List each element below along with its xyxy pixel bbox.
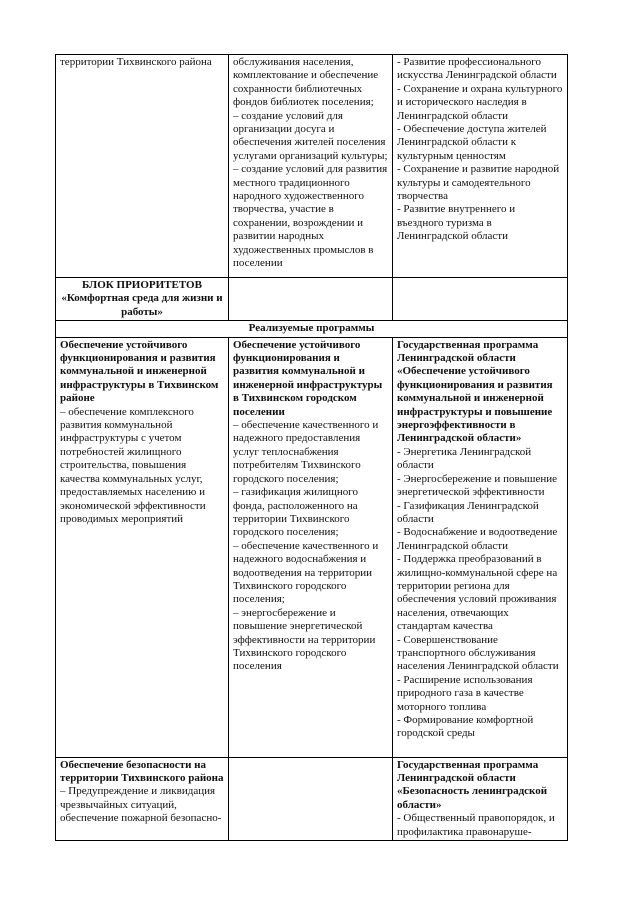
empty-cell: [229, 278, 393, 321]
row1-col3: [393, 55, 568, 278]
cell-text: - Общественный правопорядок, и профилактика правонаруше-: [397, 812, 555, 838]
safety-col1: [56, 757, 229, 840]
cell-text: территории Тихвинского района: [60, 56, 212, 68]
cell-text: - Формирование комфортной городской среды: [397, 714, 534, 740]
cell-title: Обеспечение устойчивого функционирования и развития коммунальной и инженерной инфраструктуры в Тихвинском городском поселении: [233, 338, 383, 418]
cell-text: - Энергетика Ленинградской области: [397, 445, 532, 472]
housing-col3: [393, 337, 568, 757]
document-table: [55, 54, 568, 841]
cell-text: - Развитие внутреннего и въездного туризма в Ленинградской области: [397, 203, 516, 243]
empty-cell: [229, 757, 393, 840]
row1-col2: [229, 55, 393, 278]
cell-text: - Обеспечение доступа жителей Ленинградской области к культурным ценностям: [397, 123, 547, 162]
housing-col1: [56, 337, 229, 757]
cell-text: – создание условий для организации досуга и обеспечения жителей поселения услугами организаций культуры;: [233, 109, 388, 162]
cell-text: – обеспечение качественного и надежного предоставления услуг теплоснабжения потребителям Тихвинского городского поселения;: [233, 419, 379, 485]
cell-text: обслуживания населения, комплектование и обеспечение сохранности библиотечных фондов библиотек поселения;: [233, 56, 379, 109]
table-row: [56, 278, 568, 321]
safety-col3: [393, 757, 568, 840]
table-row: [56, 321, 568, 337]
table-row: [56, 757, 568, 840]
cell-text: – энергосбережение и повышение энергетической эффективности на территории Тихвинского городского поселения: [233, 606, 376, 673]
programs-header: Реализуемые программы: [56, 321, 568, 337]
cell-text: – создание условий для развития местного традиционного народного художественного творчества, участие в сохранении, возрождении и развитии народных художественных промыслов в поселении: [233, 163, 388, 270]
cell-title: Обеспечение устойчивого функционирования и развития коммунальной и инженерной инфраструктуры в Тихвинском районе: [60, 338, 219, 405]
cell-text: - Сохранение и развитие народной культуры и самодеятельного творчества: [397, 163, 560, 203]
cell-text: – Предупреждение и ликвидация чрезвычайных ситуаций, обеспечение пожарной безопасно-: [60, 785, 222, 825]
cell-title: Обеспечение безопасности на территории Тихвинского района: [60, 758, 224, 785]
cell-text: - Расширение использования природного газа в качестве моторного топлива: [397, 673, 533, 713]
cell-title: Государственная программа Ленинградской области «Безопасность ленинградской области»: [397, 758, 548, 811]
row1-col1: [56, 55, 229, 278]
cell-text: - Поддержка преобразований в жилищно-коммунальной сфере на территории региона для обеспечения условий проживания населения, отвечающих стандартам качества: [397, 553, 558, 633]
cell-title: Государственная программа Ленинградской области «Обеспечение устойчивого функционирования и развития коммунальной и инженерной инфраструктуры и повышение энергоэффективности в Ленинградской области»: [397, 338, 553, 445]
cell-text: - Энергосбережение и повышение энергетической эффективности: [397, 472, 558, 499]
cell-text: – обеспечение качественного и надежного водоснабжения и водоотведения на территории Тихвинского городского поселения;: [233, 539, 379, 606]
priority-block-subtitle: «Комфортная среда для жизни и работы»: [61, 292, 223, 318]
table-row: [56, 337, 568, 757]
cell-text: - Газификация Ленинградской области: [397, 499, 539, 525]
cell-text: – обеспечение комплексного развития коммунальной инфраструктуры с учетом потребностей жилищного строительства, повышения качества коммунальных услуг, предоставляемых населению и экономической эффективности проводимых мероприятий: [60, 405, 206, 525]
cell-text: - Совершенствование транспортного обслуживания населения Ленинградской области: [397, 633, 559, 673]
empty-cell: [393, 278, 568, 321]
table-row: [56, 55, 568, 278]
cell-text: - Водоснабжение и водоотведение Ленинградской области: [397, 526, 558, 552]
cell-text: – газификация жилищного фонда, расположенного на территории Тихвинского городского поселения;: [233, 486, 358, 539]
cell-text: - Сохранение и охрана культурного и исторического наследия в Ленинградской области: [397, 82, 563, 122]
housing-col2: [229, 337, 393, 757]
cell-text: - Развитие профессионального искусства Ленинградской области: [397, 56, 557, 82]
priority-block-cell: [56, 278, 229, 321]
priority-block-title: БЛОК ПРИОРИТЕТОВ: [82, 279, 202, 291]
